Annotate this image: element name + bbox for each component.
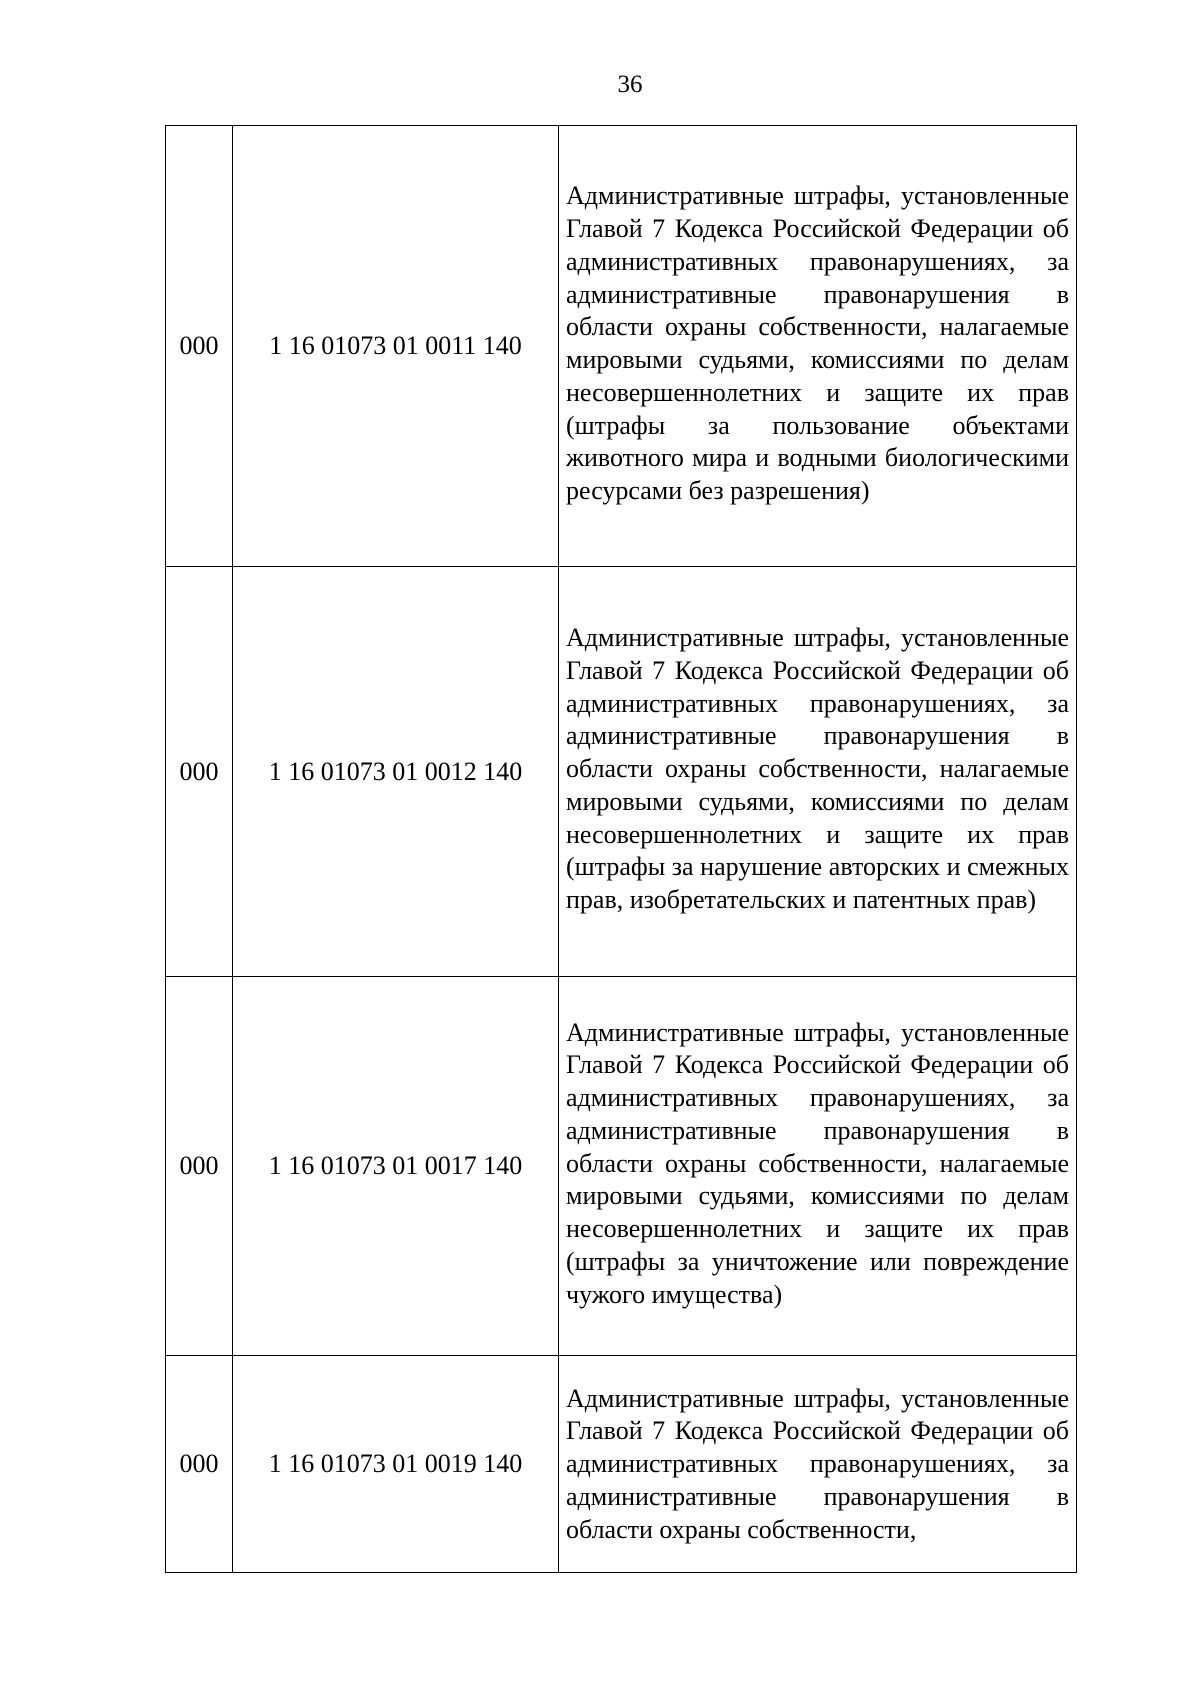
table-row [166, 567, 1077, 977]
description-text: Административные штрафы, установленные Главой 7 Кодекса Российской Федерации об административных правонарушениях, за административные правонарушения в области охраны собственности, налагаемые мировыми судьями, комиссиями по делам несовершеннолетних и защите их прав (штрафы за пользование объектами животного мира и водными биологическими ресурсами без разрешения) [566, 181, 1069, 505]
kbk-code-cell: 1 16 01073 01 0012 140 [233, 567, 559, 977]
budget-classification-table [165, 125, 1077, 1573]
page-number: 36 [617, 71, 643, 98]
description-cell [559, 567, 1077, 977]
description-text: Административные штрафы, установленные Главой 7 Кодекса Российской Федерации об административных правонарушениях, за административные правонарушения в области охраны собственности, налагаемые мировыми судьями, комиссиями по делам несовершеннолетних и защите их прав (штрафы за уничтожение или повреждение чужого имущества) [566, 1017, 1069, 1309]
description-cell [559, 977, 1077, 1356]
table-row [166, 126, 1077, 567]
description-cell [559, 1356, 1077, 1573]
description-cell [559, 126, 1077, 567]
admin-code-cell: 000 [166, 977, 233, 1356]
kbk-code-cell: 1 16 01073 01 0019 140 [233, 1356, 559, 1573]
description-text: Административные штрафы, установленные Главой 7 Кодекса Российской Федерации об административных правонарушениях, за административные правонарушения в области охраны собственности, налагаемые мировыми судьями, комиссиями по делам несовершеннолетних и защите их прав (штрафы за нарушение авторских и смежных прав, изобретательских и патентных прав) [566, 623, 1069, 915]
table-row [166, 1356, 1077, 1573]
admin-code-cell: 000 [166, 567, 233, 977]
admin-code-cell: 000 [166, 126, 233, 567]
admin-code-cell: 000 [166, 1356, 233, 1573]
table-row [166, 977, 1077, 1356]
kbk-code-cell: 1 16 01073 01 0017 140 [233, 977, 559, 1356]
description-text: Административные штрафы, установленные Главой 7 Кодекса Российской Федерации об административных правонарушениях, за административные правонарушения в области охраны собственности, [566, 1383, 1069, 1544]
kbk-code-cell: 1 16 01073 01 0011 140 [233, 126, 559, 567]
